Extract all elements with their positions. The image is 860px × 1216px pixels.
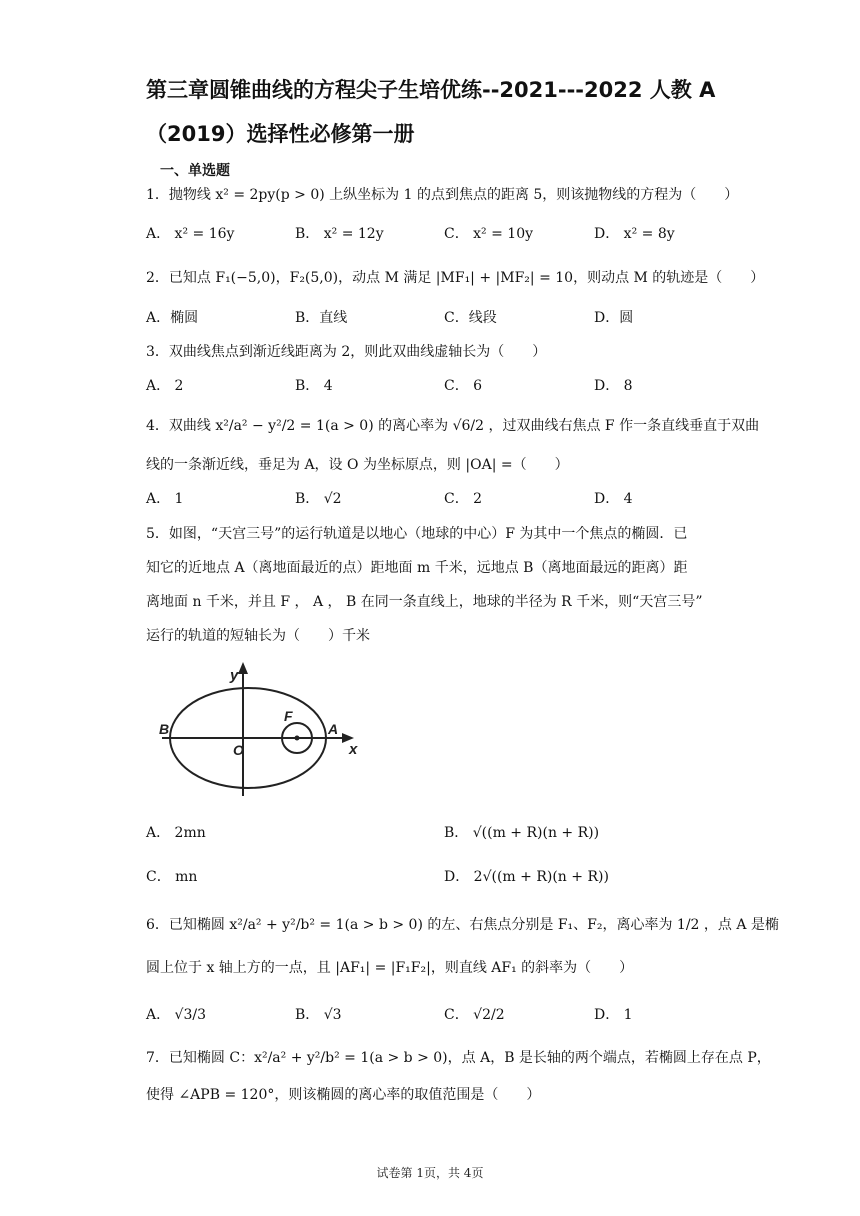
page-title-line-1: 第三章圆锥曲线的方程尖子生培优练--2021---2022 人教 A xyxy=(146,78,716,102)
question-4-text-line-1: 4．双曲线 x²/a² − y²/2 = 1(a > 0) 的离心率为 √6/2 ，过双曲线右焦点 F 作一条直线垂直于双曲 xyxy=(146,418,760,434)
question-5-option-a[interactable]: A． 2mn xyxy=(146,825,206,841)
question-6-option-d[interactable]: D． 1 xyxy=(594,1007,633,1023)
page-footer: 试卷第 1页，共 4页 xyxy=(376,1166,484,1180)
question-5-text-line-1: 5．如图，“天宫三号”的运行轨道是以地心（地球的中心）F 为其中一个焦点的椭圆．已 xyxy=(146,526,688,542)
label-a: A xyxy=(328,721,339,737)
question-5-option-d[interactable]: D． 2√((m + R)(n + R)) xyxy=(444,869,609,885)
question-5-text-line-3: 离地面 n 千米，并且 F ， A ， B 在同一条直线上，地球的半径为 R 千米，则“天宫三号” xyxy=(146,594,703,610)
question-3-option-b[interactable]: B． 4 xyxy=(295,378,333,394)
question-6-text-line-1: 6．已知椭圆 x²/a² + y²/b² = 1(a > b > 0) 的左、右焦点分别是 F₁、F₂，离心率为 1/2 ，点 A 是椭 xyxy=(146,917,779,933)
question-6-option-a[interactable]: A． √3/3 xyxy=(146,1007,207,1023)
question-2-option-a[interactable]: A．椭圆 xyxy=(146,310,199,326)
question-1-option-c[interactable]: C． x² = 10y xyxy=(444,226,534,242)
question-4-text-line-2: 线的一条渐近线，垂足为 A，设 O 为坐标原点，则 |OA| =（ ） xyxy=(146,457,569,473)
question-5-text-line-2: 知它的近地点 A（离地面最近的点）距地面 m 千米，远地点 B（离地面最远的距离）距 xyxy=(146,560,688,576)
label-x: x xyxy=(349,741,358,758)
question-6-option-b[interactable]: B． √3 xyxy=(295,1007,342,1023)
question-4-option-a[interactable]: A． 1 xyxy=(146,491,184,507)
question-1-option-d[interactable]: D． x² = 8y xyxy=(594,226,675,242)
question-4-option-d[interactable]: D． 4 xyxy=(594,491,633,507)
label-o: O xyxy=(233,742,244,758)
question-5-text-line-4: 运行的轨道的短轴长为（ ）千米 xyxy=(146,628,370,644)
label-b: B xyxy=(159,721,170,737)
page-title-line-2: （2019）选择性必修第一册 xyxy=(146,122,415,146)
question-1-text: 1．抛物线 x² = 2py(p > 0) 上纵坐标为 1 的点到焦点的距离 5，则该抛物线的方程为（ ） xyxy=(146,187,739,203)
label-y: y xyxy=(230,667,239,684)
question-3-text: 3．双曲线焦点到渐近线距离为 2，则此双曲线虚轴长为（ ） xyxy=(146,344,547,360)
question-3-option-d[interactable]: D． 8 xyxy=(594,378,633,394)
section-heading: 一、单选题 xyxy=(160,163,230,179)
question-2-option-c[interactable]: C．线段 xyxy=(444,310,497,326)
label-f: F xyxy=(284,708,293,724)
question-6-text-line-2: 圆上位于 x 轴上方的一点，且 |AF₁| = |F₁F₂|，则直线 AF₁ 的斜率为（ ） xyxy=(146,960,634,976)
question-2-option-d[interactable]: D．圆 xyxy=(594,310,634,326)
question-2-option-b[interactable]: B．直线 xyxy=(295,310,348,326)
question-1-option-b[interactable]: B． x² = 12y xyxy=(295,226,384,242)
question-7-text-line-1: 7．已知椭圆 C：x²/a² + y²/b² = 1(a > b > 0)，点 A，B 是长轴的两个端点，若椭圆上存在点 P， xyxy=(146,1050,771,1066)
question-5-option-c[interactable]: C． mn xyxy=(146,869,198,885)
question-3-option-a[interactable]: A． 2 xyxy=(146,378,184,394)
question-6-option-c[interactable]: C． √2/2 xyxy=(444,1007,505,1023)
question-5-option-b[interactable]: B． √((m + R)(n + R)) xyxy=(444,825,600,841)
question-3-option-c[interactable]: C． 6 xyxy=(444,378,483,394)
focus-point xyxy=(295,736,300,741)
question-7-text-line-2: 使得 ∠APB = 120°，则该椭圆的离心率的取值范围是（ ） xyxy=(146,1087,541,1103)
question-4-option-b[interactable]: B． √2 xyxy=(295,491,342,507)
y-axis-arrow xyxy=(238,662,248,674)
orbit-figure xyxy=(150,658,365,800)
question-2-text: 2．已知点 F₁(−5,0)，F₂(5,0)，动点 M 满足 |MF₁| + |MF₂| = 10，则动点 M 的轨迹是（ ） xyxy=(146,270,765,286)
question-4-option-c[interactable]: C． 2 xyxy=(444,491,483,507)
question-1-option-a[interactable]: A． x² = 16y xyxy=(146,226,235,242)
